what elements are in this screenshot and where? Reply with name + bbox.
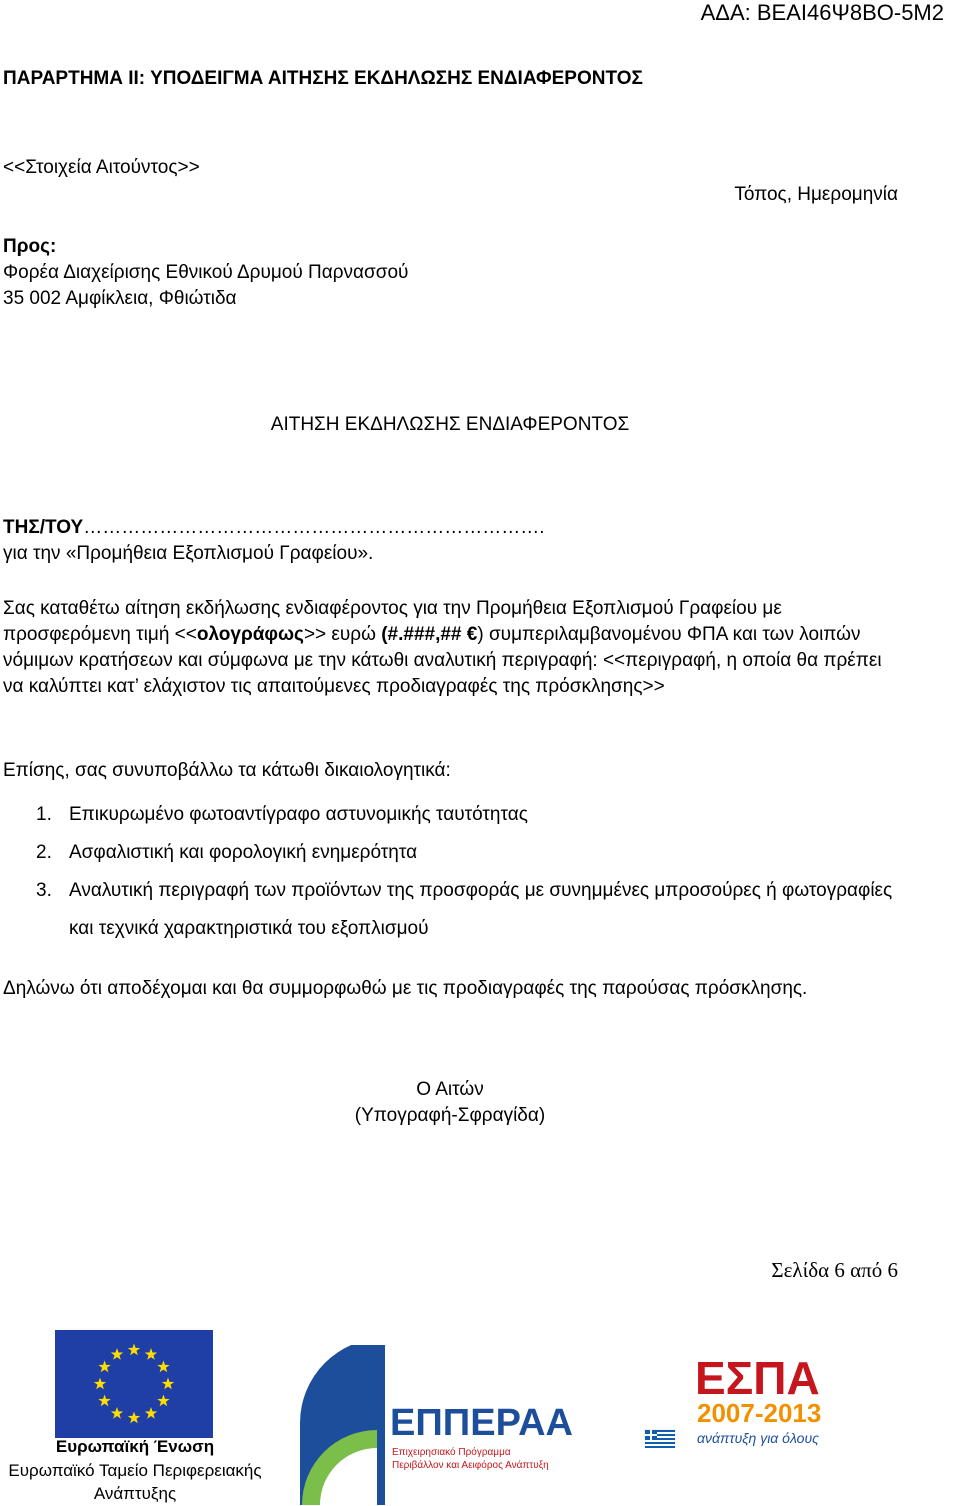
recipient-line-2: 35 002 Αμφίκλεια, Φθιώτιδα <box>3 288 237 309</box>
epperaa-subtitle-2: Περιβάλλον και Αειφόρος Ανάπτυξη <box>392 1460 549 1471</box>
applicant-placeholder: <<Στοιχεία Αιτούντος>> <box>3 157 200 178</box>
place-date: Τόπος, Ημερομηνία <box>734 184 898 205</box>
espa-years: 2007-2013 <box>697 1398 822 1428</box>
greek-flag-icon <box>645 1430 675 1448</box>
espa-motto: ανάπτυξη για όλους <box>697 1430 819 1446</box>
name-line <box>3 517 544 539</box>
signature-stamp-label: (Υπογραφή-Σφραγίδα) <box>354 1105 546 1126</box>
application-paragraph <box>3 596 895 700</box>
declaration: Δηλώνω ότι αποδέχομαι και θα συμμορφωθώ με τις προδιαγραφές της παρούσας πρόσκλησης. <box>3 978 808 999</box>
documents-intro: Επίσης, σας συνυποβάλλω τα κάτωθι δικαιολογητικά: <box>3 760 451 781</box>
page-number: Σελίδα 6 από 6 <box>771 1258 898 1282</box>
annex-title: ΠΑΡΑΡΤΗΜΑ ΙΙ: ΥΠΟΔΕΙΓΜΑ ΑΙΤΗΣΗΣ ΕΚΔΗΛΩΣΗΣ ΕΝΔΙΑΦΕΡΟΝΤΟΣ <box>3 68 643 89</box>
epperaa-name: ΕΠΠΕΡΑΑ <box>390 1402 573 1444</box>
paragraph-part-1: Σας καταθέτω αίτηση εκδήλωσης ενδιαφέροντος για την Προμήθεια Εξοπλισμού Γραφείου με προσφερόμενη τιμή << <box>3 598 782 645</box>
for-line: για την «Προμήθεια Εξοπλισμού Γραφείου». <box>3 543 374 564</box>
ada-code: ΑΔΑ: ΒΕΑΙ46Ψ8ΒΟ-5Μ2 <box>700 0 944 25</box>
paragraph-part-2: >> ευρώ <box>303 624 382 645</box>
erdf-label: Ευρωπαϊκό Ταμείο Περιφερειακής Ανάπτυξης <box>8 1461 262 1503</box>
list-item-number: 3. <box>36 880 52 901</box>
paragraph-part-3: ) συμπεριλαμβανομένου ΦΠΑ και των λοιπών νόμιμων κρατήσεων και σύμφωνα με την κάτωθι αναλυτική περιγραφή: <<περιγραφή, η οποία θα πρέπει να καλύπτει κατ’ ελάχιστον τις απαιτούμενες προδιαγραφές της πρόσκλησης>> <box>3 624 882 697</box>
list-item-text: Επικυρωμένο φωτοαντίγραφο αστυνομικής ταυτότητας <box>69 804 528 825</box>
signer-title: Ο Αιτών <box>416 1079 484 1100</box>
recipient-line-1: Φορέα Διαχείρισης Εθνικού Δρυμού Παρνασσού <box>3 262 409 283</box>
list-item-number: 1. <box>36 804 52 825</box>
list-item-text: Ασφαλιστική και φορολογική ενημερότητα <box>69 842 418 863</box>
espa-name: ΕΣΠΑ <box>695 1352 820 1404</box>
eu-label: Ευρωπαϊκή Ένωση <box>55 1437 215 1456</box>
espa-logo <box>637 1348 857 1448</box>
list-item <box>36 796 915 834</box>
name-line-label: ΤΗΣ/ΤΟΥ <box>3 517 84 538</box>
eu-flag-logo <box>55 1330 213 1438</box>
amount-placeholder: (#.###,## € <box>381 624 478 645</box>
amount-in-words-placeholder: ολογράφως <box>196 624 304 645</box>
epperaa-subtitle-1: Επιχειρησιακό Πρόγραμμα <box>392 1447 511 1458</box>
name-line-dots: ………………………………………………………………. <box>83 517 545 538</box>
document-title: ΑΙΤΗΣΗ ΕΚΔΗΛΩΣΗΣ ΕΝΔΙΑΦΕΡΟΝΤΟΣ <box>270 414 630 435</box>
list-item-number: 2. <box>36 842 52 863</box>
list-item <box>36 834 915 872</box>
list-item <box>36 872 915 948</box>
epperaa-logo <box>290 1345 590 1505</box>
recipient-label: Προς: <box>3 236 57 257</box>
documents-list <box>36 796 915 948</box>
list-item-text: Αναλυτική περιγραφή των προϊόντων της προσφοράς με συνημμένες μπροσούρες ή φωτογραφίες και τεχνικά χαρακτηριστικά του εξοπλισμού <box>69 880 893 939</box>
